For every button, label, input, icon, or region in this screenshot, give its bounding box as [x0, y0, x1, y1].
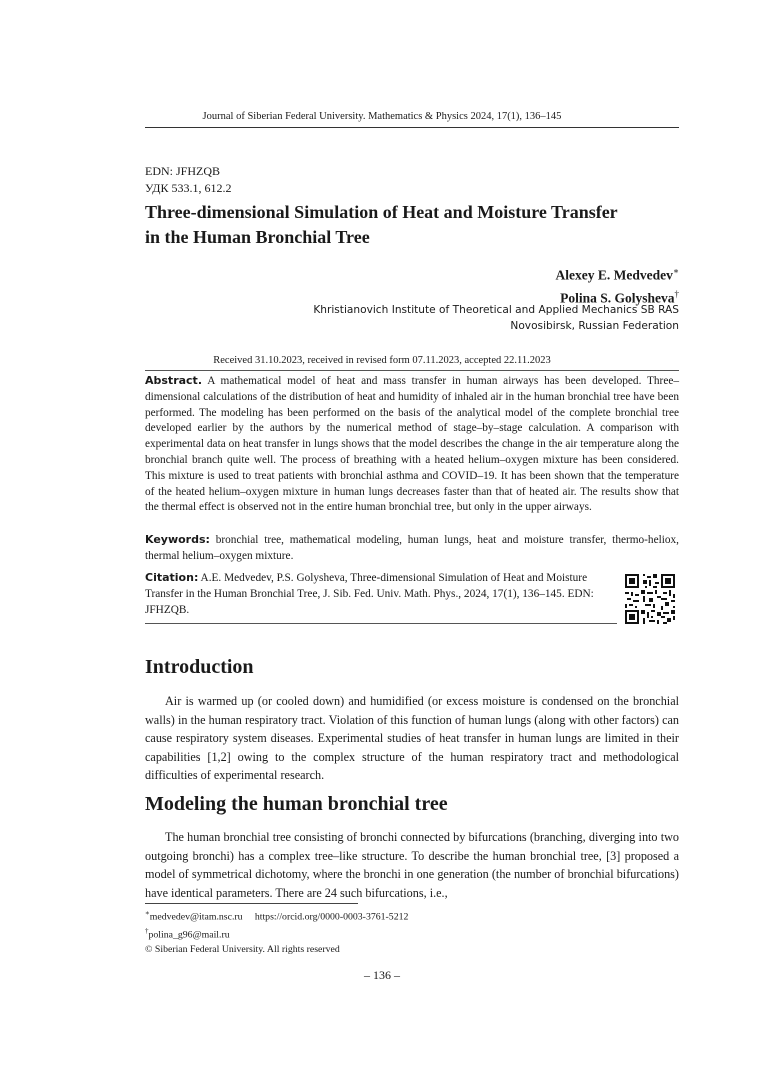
citation	[145, 570, 600, 618]
affiliation	[313, 302, 679, 334]
journal-header: Journal of Siberian Federal University. Mathematics & Physics 2024, 17(1), 136–145	[202, 111, 562, 122]
authors	[556, 262, 679, 307]
qr-code-icon[interactable]	[625, 574, 675, 624]
footnote-2: †polina_g96@mail.ru	[145, 927, 230, 941]
citation-label: Citation:	[145, 571, 199, 584]
abstract-text: A mathematical model of heat and mass transfer in human airways has been developed. Three–dimensional calculations of the distribution of heat and humidity of inhaled air in the human bronchial tree have been performed. The modeling has been performed on the basis of the analytical model of the complete bronchial tree developed earlier by the authors by the numerical method of stage–by–stage calculation. A comparison with experimental data on heat transfer in lungs shows that the model describes the change in the air temperature along the bronchial branch quite well. The process of breathing with a heated helium–oxygen mixture has been considered. This mixture is used to treat patients with bronchial asthma and COVID–19. It has been shown that the temperature of the heated helium–oxygen mixture in human lungs decreases faster than that of heated air. The results show that the thermal effect is observed not in the entire human bronchial tree, but only in the upper airways.	[145, 375, 679, 514]
section-heading-introduction: Introduction	[145, 656, 254, 678]
footnotes	[145, 906, 408, 957]
received-dates: Received 31.10.2023, received in revised form 07.11.2023, accepted 22.11.2023	[213, 355, 551, 366]
abstract-label: Abstract.	[145, 374, 202, 387]
edn-code: EDN: JFHZQB	[145, 164, 221, 178]
affiliation-line-2: Novosibirsk, Russian Federation	[510, 320, 679, 332]
citation-rule	[145, 623, 617, 624]
udk-code: УДК 533.1, 612.2	[145, 181, 232, 195]
abstract	[145, 373, 679, 516]
footnote-1: ∗medvedev@itam.nsc.ru https://orcid.org/0000-0003-3761-5212	[145, 909, 409, 923]
footnote-rule	[145, 903, 358, 904]
section-heading-modeling: Modeling the human bronchial tree	[145, 793, 448, 815]
copyright-notice: © Siberian Federal University. All rights reserved	[145, 943, 340, 955]
affiliation-line-1: Khristianovich Institute of Theoretical and Applied Mechanics SB RAS	[313, 304, 679, 316]
keywords-label: Keywords:	[145, 533, 210, 546]
meta-block	[145, 163, 231, 197]
introduction-paragraph: Air is warmed up (or cooled down) and humidified (or excess moisture is condensed on the bronchial walls) in the human respiratory tract. Violation of this function of human lungs (along with other factors) can cause respiratory system diseases. Experimental studies of heat transfer in human lungs are limited in their capabilities [1,2] owing to the complex structure of the human respiratory tract and methodological difficulties of experimental research.	[145, 694, 679, 783]
title-line-2: in the Human Bronchial Tree	[145, 227, 370, 247]
author-2: Polina S. Golysheva†	[560, 288, 679, 305]
keywords	[145, 532, 679, 565]
header-rule	[145, 127, 679, 128]
citation-text: A.E. Medvedev, P.S. Golysheva, Three-dimensional Simulation of Heat and Moisture Transfer in the Human Bronchial Tree, J. Sib. Fed. Univ. Math. Phys., 2024, 17(1), 136–145. EDN: JFHZQB.	[145, 572, 594, 616]
title-line-1: Three-dimensional Simulation of Heat and Moisture Transfer	[145, 202, 618, 222]
keywords-text: bronchial tree, mathematical modeling, human lungs, heat and moisture transfer, thermo-heliox, thermal helium–oxygen mixture.	[145, 534, 679, 562]
paper-title	[145, 200, 685, 250]
author-1: Alexey E. Medvedev∗	[555, 266, 679, 283]
page-number: – 136 –	[364, 968, 400, 982]
modeling-paragraph: The human bronchial tree consisting of bronchi connected by bifurcations (branching, diverging into two outgoing bronchi) has a complex tree–like structure. To describe the human bronchial tree, [3] proposed a model of symmetrical dichotomy, where the bronchi in one generation (the number of bronchial bifurcations) have identical parameters. There are 24 such bifurcations, i.e.,	[145, 830, 679, 900]
abstract-rule	[145, 370, 679, 371]
